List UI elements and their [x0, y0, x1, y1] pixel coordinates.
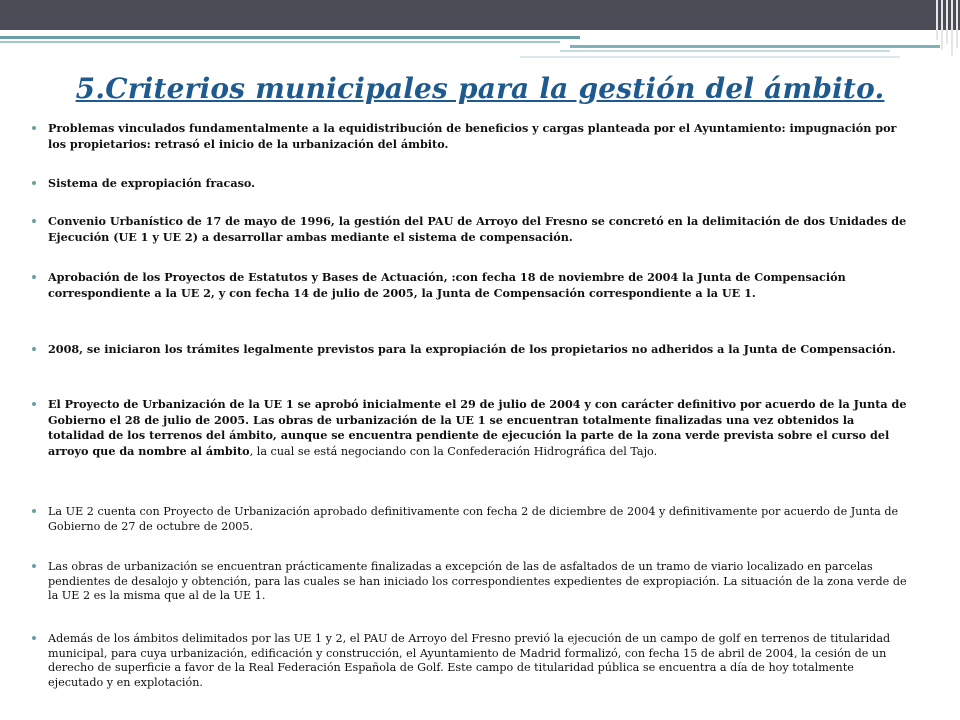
decor-stripe	[570, 45, 940, 48]
list-item: El Proyecto de Urbanización de la UE 1 se aprobó inicialmente el 29 de julio de 2004 y con carácter definitivo por acuerdo de la Junta de Gobierno el 28 de julio de 2005. Las obras de urbanización de la UE 1 se encuentran totalmente finalizadas una vez obtenidos la totalidad de los terrenos del ámbito, aunque se encuentra pendiente de ejecución la parte de la zona verde prevista sobre el curso del arroyo que da nombre al ámbito, la cual se está negociando con la Confederación Hidrográfica del Tajo.	[30, 397, 908, 459]
list-item: Convenio Urbanístico de 17 de mayo de 1996, la gestión del PAU de Arroyo del Fresno se concretó en la delimitación de dos Unidades de Ejecución (UE 1 y UE 2) a desarrollar ambas mediante el sistema de compensación.	[30, 214, 908, 245]
bullet-icon	[32, 219, 36, 223]
decor-stripe	[0, 41, 560, 43]
list-item: Además de los ámbitos delimitados por las UE 1 y 2, el PAU de Arroyo del Fresno previó la ejecución de un campo de golf en terrenos de titularidad municipal, para cuya urbanización, edificación y construcción, el Ayuntamiento de Madrid formalizó, con fecha 15 de abril de 2004, la cesión de un derecho de superficie a favor de la Real Federación Española de Golf. Este campo de titularidad pública se encuentra a día de hoy totalmente ejecutado y en explotación.	[30, 631, 908, 690]
bullet-icon	[32, 126, 36, 130]
list-item: Sistema de expropiación fracaso.	[30, 176, 908, 192]
list-item: La UE 2 cuenta con Proyecto de Urbanización aprobado definitivamente con fecha 2 de diciembre de 2004 y definitivamente por acuerdo de Junta de Gobierno de 27 de octubre de 2005.	[30, 504, 908, 534]
bullet-icon	[32, 275, 36, 279]
decor-stripe	[520, 56, 900, 58]
bullet-icon	[32, 564, 36, 568]
bullet-icon	[32, 636, 36, 640]
decor-stripe	[560, 50, 890, 52]
bullet-icon	[32, 181, 36, 185]
bullet-icon	[32, 509, 36, 513]
top-bar	[0, 0, 960, 30]
decor-stripe	[0, 36, 580, 39]
slide-title: 5.Criterios municipales para la gestión del ámbito.	[75, 72, 885, 105]
bullet-icon	[32, 347, 36, 351]
corner-decoration	[932, 0, 960, 62]
list-item: 2008, se iniciaron los trámites legalmente previstos para la expropiación de los propietarios no adheridos a la Junta de Compensación.	[30, 342, 908, 358]
bullet-icon	[32, 402, 36, 406]
list-item: Problemas vinculados fundamentalmente a la equidistribución de beneficios y cargas planteada por el Ayuntamiento: impugnación por los propietarios: retrasó el inicio de la urbanización del ámbito.	[30, 121, 908, 152]
list-item: Las obras de urbanización se encuentran prácticamente finalizadas a excepción de las de asfaltados de un tramo de viario localizado en parcelas pendientes de desalojo y obtención, para las cuales se han iniciado los correspondientes expedientes de expropiación. La situación de la zona verde de la UE 2 es la misma que al de la UE 1.	[30, 559, 908, 604]
list-item: Aprobación de los Proyectos de Estatutos y Bases de Actuación, :con fecha 18 de noviembre de 2004 la Junta de Compensación correspondiente a la UE 2, y con fecha 14 de julio de 2005, la Junta de Compensación correspondiente a la UE 1.	[30, 270, 908, 301]
